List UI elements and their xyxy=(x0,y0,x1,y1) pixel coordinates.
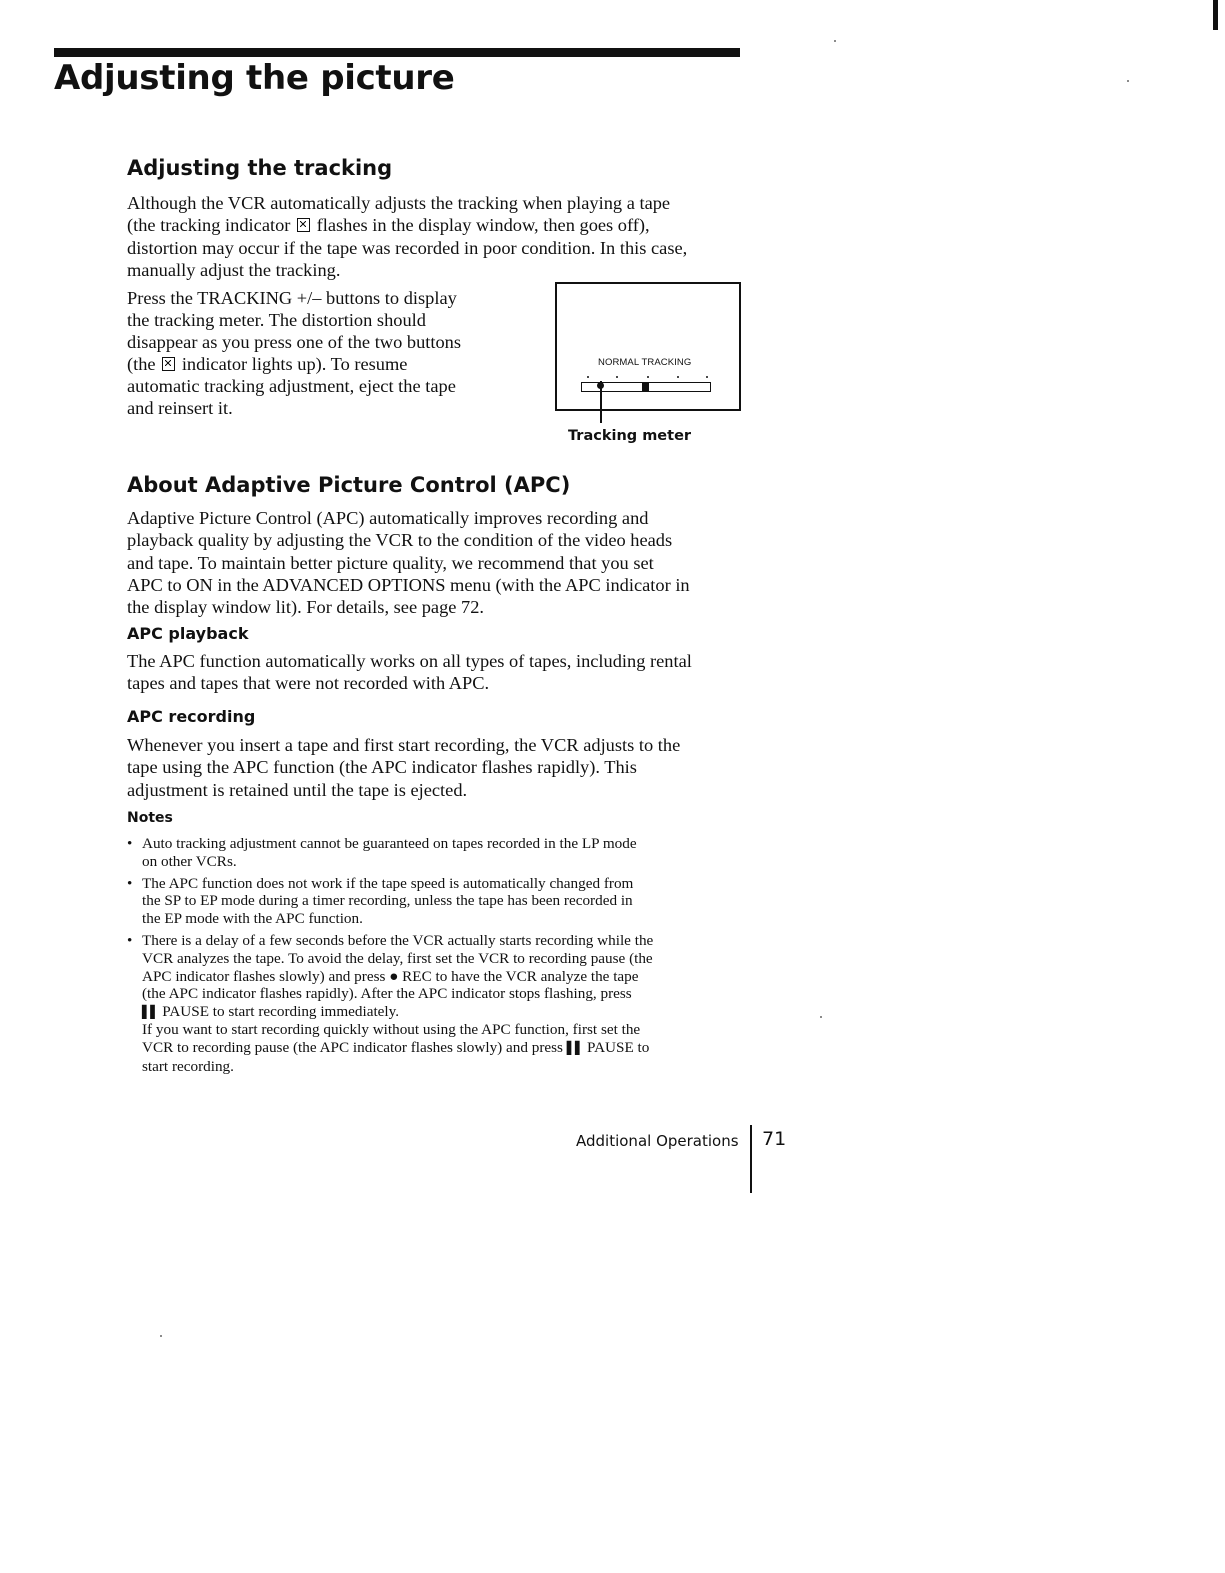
title-rule xyxy=(54,48,740,57)
instruction-line: and reinsert it. xyxy=(127,398,233,418)
bullet: • xyxy=(127,835,133,852)
apc-playback-text xyxy=(127,650,767,695)
note-text: REC to have the VCR analyze the tape xyxy=(402,967,639,985)
scan-speck xyxy=(1127,80,1129,82)
bullet: • xyxy=(127,874,133,892)
tracking-meter-label: NORMAL TRACKING xyxy=(598,357,692,368)
pause-icon: ▌▌ xyxy=(142,1005,159,1020)
tracking-intro-line xyxy=(127,214,767,236)
note-text: PAUSE to start recording immediately. xyxy=(162,1003,400,1021)
tracking-meter-level xyxy=(642,382,649,392)
apc-intro xyxy=(127,507,767,618)
tracking-intro-line: manually adjust the tracking. xyxy=(127,259,341,280)
note-text: APC indicator flashes slowly) and press xyxy=(142,967,386,985)
page-edge-mark xyxy=(1213,0,1218,30)
tracking-indicator-icon xyxy=(162,357,175,371)
scan-speck xyxy=(834,40,836,42)
apc-intro-line: playback quality by adjusting the VCR to the condition of the video heads xyxy=(127,530,673,551)
note-line: There is a delay of a few seconds before the VCR actually starts recording while the xyxy=(142,931,654,949)
apc-playback-line: tapes and tapes that were not recorded with APC. xyxy=(127,673,490,694)
tracking-intro-line: distortion may occur if the tape was recorded in poor condition. In this case, xyxy=(127,237,688,258)
note-line: VCR analyzes the tape. To avoid the delay, first set the VCR to recording pause (the xyxy=(142,949,653,967)
note-line: (the APC indicator flashes rapidly). After the APC indicator stops flashing, press xyxy=(142,985,632,1003)
note-line xyxy=(142,968,742,986)
note-line xyxy=(142,1039,742,1058)
tracking-intro-text: (the tracking indicator xyxy=(127,215,291,236)
note-line: Auto tracking adjustment cannot be guaranteed on tapes recorded in the LP mode xyxy=(142,835,637,852)
meter-tick xyxy=(677,376,679,378)
apc-heading: About Adaptive Picture Control (APC) xyxy=(127,473,571,497)
tracking-intro-line: Although the VCR automatically adjusts the tracking when playing a tape xyxy=(127,193,671,213)
note-line: The APC function does not work if the tape speed is automatically changed from xyxy=(142,874,634,892)
note-text: PAUSE to xyxy=(587,1038,650,1056)
instruction-line: Press the TRACKING +/– buttons to display xyxy=(127,288,457,308)
meter-tick xyxy=(647,376,649,378)
tracking-indicator-icon xyxy=(297,218,310,232)
instruction-text: (the xyxy=(127,354,156,374)
meter-tick xyxy=(587,376,589,378)
meter-callout-dot xyxy=(597,382,604,389)
tracking-instructions xyxy=(127,287,547,419)
bullet: • xyxy=(127,931,133,949)
meter-tick xyxy=(616,376,618,378)
scan-speck xyxy=(160,1335,162,1337)
apc-recording-line: Whenever you insert a tape and first start recording, the VCR adjusts to the xyxy=(127,735,681,755)
footer-section-title: Additional Operations xyxy=(576,1132,739,1150)
apc-intro-line: and tape. To maintain better picture quality, we recommend that you set xyxy=(127,552,654,573)
instruction-line xyxy=(127,353,547,375)
meter-tick xyxy=(706,376,708,378)
instruction-line: disappear as you press one of the two buttons xyxy=(127,332,462,352)
note-line: start recording. xyxy=(142,1057,234,1075)
apc-recording-line: adjustment is retained until the tape is ejected. xyxy=(127,779,468,800)
notes-list xyxy=(127,835,742,1026)
tracking-intro-text: flashes in the display window, then goes off), xyxy=(316,215,650,236)
note-item xyxy=(127,835,742,871)
note-line xyxy=(142,1003,742,1022)
scan-speck xyxy=(820,1016,822,1018)
notes-heading: Notes xyxy=(127,810,173,826)
apc-playback-line: The APC function automatically works on all types of tapes, including rental xyxy=(127,651,692,671)
note-text: VCR to recording pause (the APC indicator flashes slowly) and press xyxy=(142,1038,563,1056)
footer-divider xyxy=(750,1125,752,1193)
instruction-text: indicator lights up). To resume xyxy=(181,354,408,374)
note-line: If you want to start recording quickly without using the APC function, first set the xyxy=(142,1021,641,1038)
note-item xyxy=(127,875,742,928)
apc-intro-line: the display window lit). For details, see page 72. xyxy=(127,597,485,618)
tracking-meter-caption: Tracking meter xyxy=(568,428,692,444)
note-continuation xyxy=(142,1021,742,1075)
apc-intro-line: APC to ON in the ADVANCED OPTIONS menu (with the APC indicator in xyxy=(127,574,690,595)
page-title: Adjusting the picture xyxy=(54,58,455,98)
apc-intro-line: Adaptive Picture Control (APC) automatically improves recording and xyxy=(127,508,649,528)
page-number: 71 xyxy=(762,1128,787,1150)
tracking-heading: Adjusting the tracking xyxy=(127,156,393,180)
rec-icon: ● xyxy=(389,967,399,985)
instruction-line: the tracking meter. The distortion should xyxy=(127,310,426,330)
note-line: on other VCRs. xyxy=(142,852,237,870)
apc-recording-line: tape using the APC function (the APC indicator flashes rapidly). This xyxy=(127,757,637,778)
pause-icon: ▌▌ xyxy=(566,1040,584,1055)
instruction-line: automatic tracking adjustment, eject the tape xyxy=(127,376,456,396)
apc-recording-heading: APC recording xyxy=(127,707,256,726)
apc-playback-heading: APC playback xyxy=(127,624,249,643)
note-line: the EP mode with the APC function. xyxy=(142,910,363,928)
note-item xyxy=(127,932,742,1022)
apc-recording-text xyxy=(127,734,767,801)
tracking-intro xyxy=(127,192,767,281)
note-line: the SP to EP mode during a timer recording, unless the tape has been recorded in xyxy=(142,892,633,910)
